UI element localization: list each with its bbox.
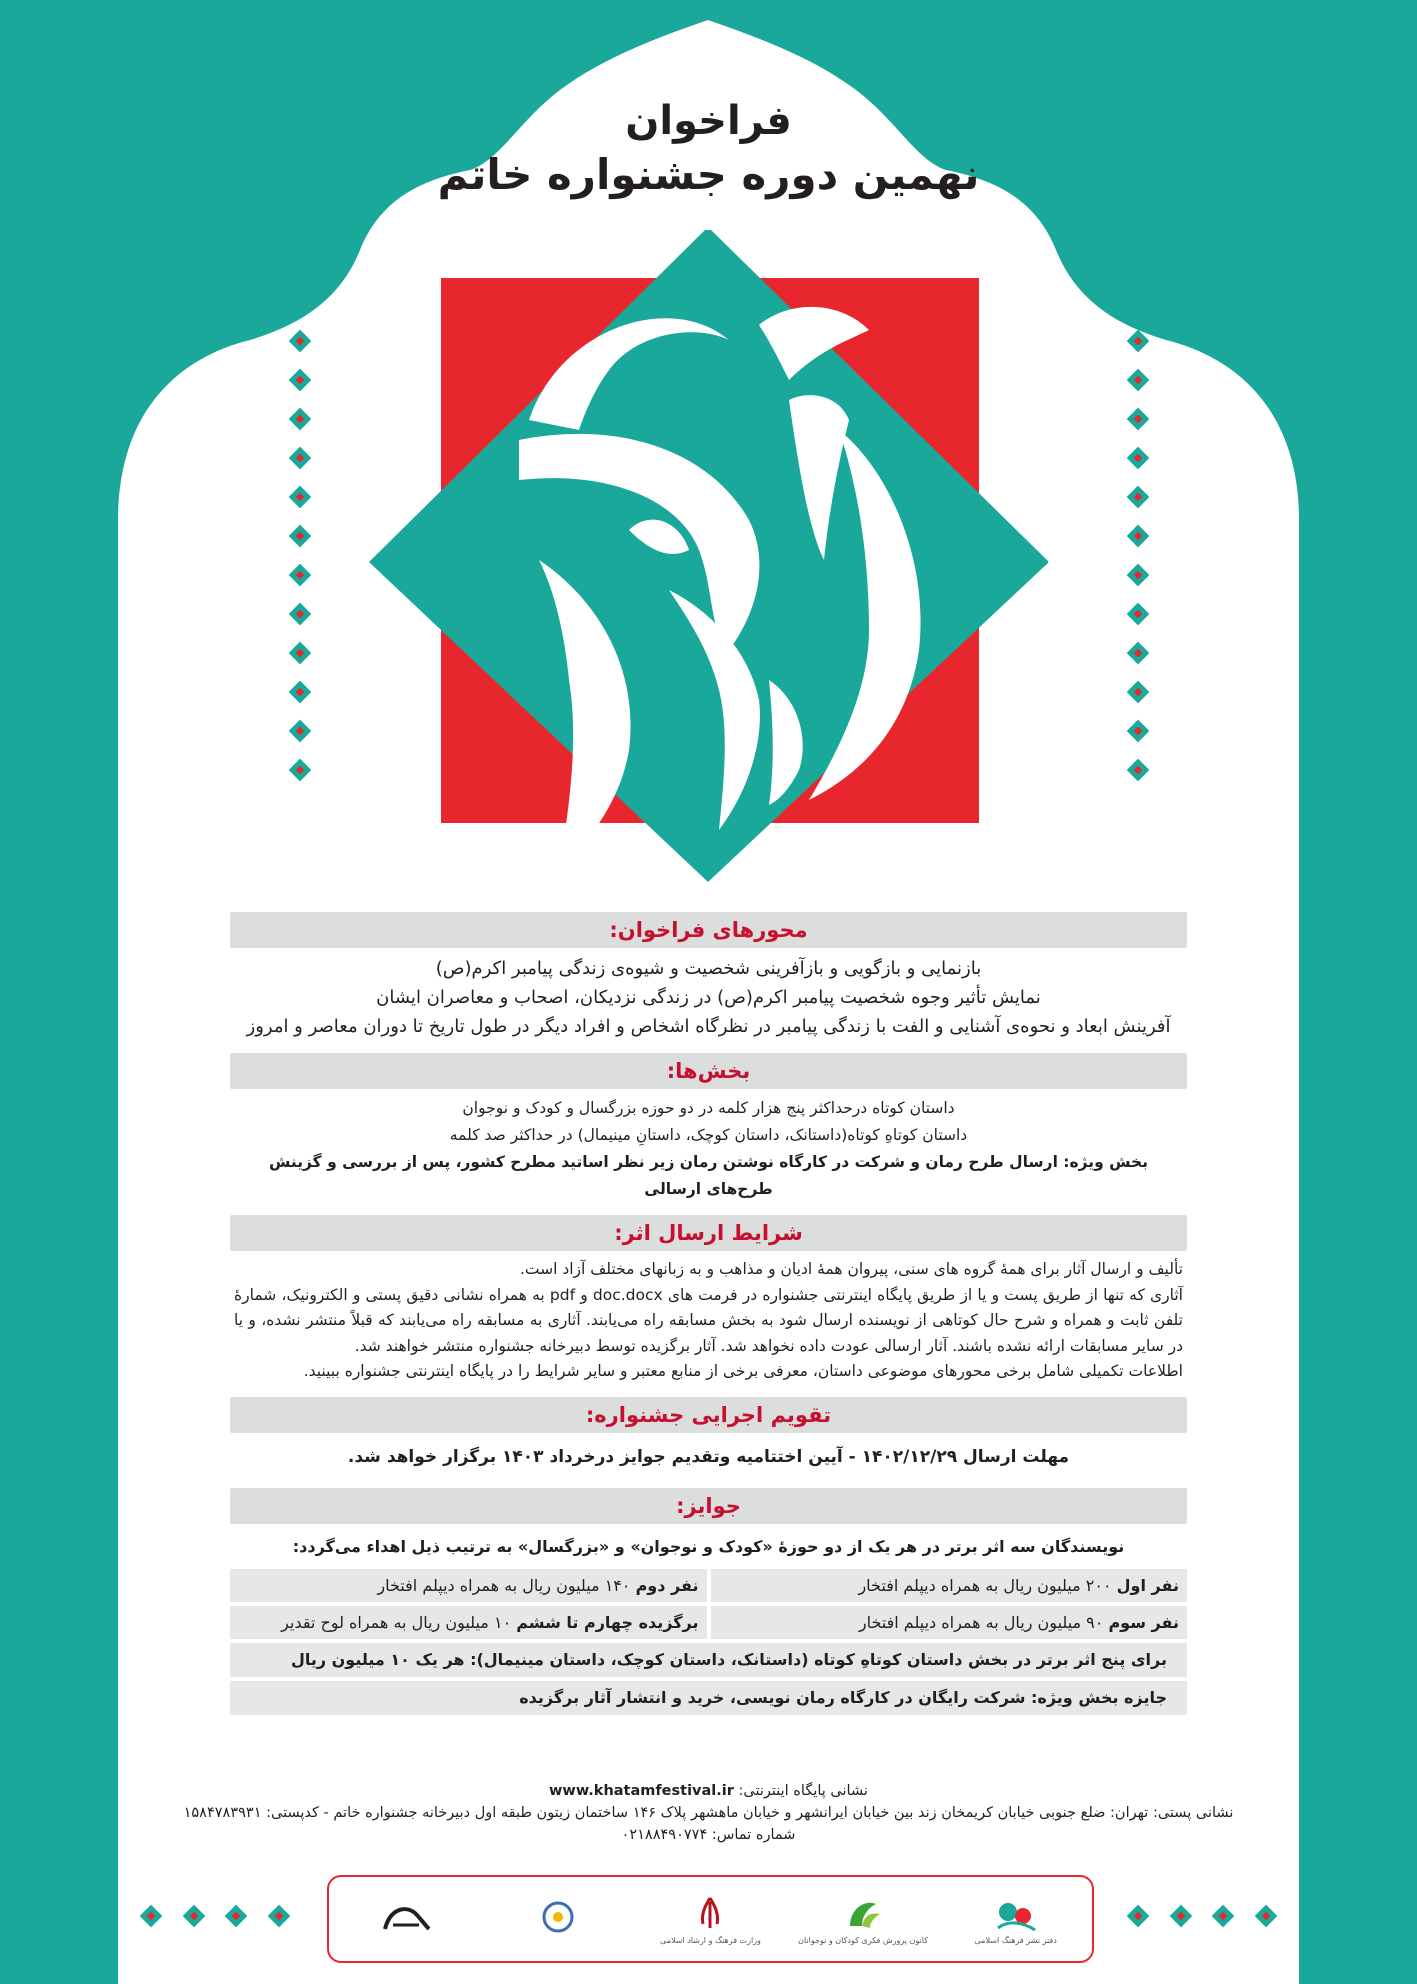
diamond-ornament-icon	[289, 330, 311, 352]
conditions-paragraph: آثاری که تنها از طریق پست و یا از طریق پایگاه اینترنتی جشنواره در فرمت های doc.docx و pdf به همراه نشانی دقیق پستی و الکترونیک، شمارهٔ تلفن ثابت و همراه و شرح حال کوتاهی از نویسنده ارسال شود به بخش مسابقه راه می‌یابند. آثاری به مسابقه راه می‌یابند که قبلاً منتشر نشده، و یا در سایر مسابقات ارائه نشده باشند. آثار ارسالی عودت داده نخواهد شد. آثار برگزیده توسط دبیرخانه جشنواره منتشر خواهند شد.	[234, 1285, 1183, 1355]
prize-text: ۱۴۰ میلیون ریال به همراه دیپلم افتخار	[377, 1575, 631, 1595]
prize-label: برگزیده چهارم تا ششم	[516, 1612, 699, 1632]
prize-third	[711, 1606, 1188, 1639]
prize-special: جایزه بخش ویژه: شرکت رایگان در کارگاه رمان نویسی، خرید و انتشار آثار برگزیده	[230, 1681, 1187, 1715]
diamond-ornament-icon	[289, 369, 311, 391]
schedule-text: مهلت ارسال ۱۴۰۲/۱۲/۲۹ - آیین اختتامیه وتقدیم جوایز درخرداد ۱۴۰۳ برگزار خواهد شد.	[347, 1446, 1070, 1467]
postal-address: نشانی پستی: تهران: ضلع جنوبی خیابان کریمخان زند بین خیابان ایرانشهر و خیابان ماهشهر پلاک ۱۴۶ ساختمان زیتون طبقه اول دبیرخانه جشنواره خاتم - کدپستی: ۱۵۸۴۷۸۳۹۳۱	[183, 1805, 1234, 1821]
diamond-ornament-icon	[289, 603, 311, 625]
conditions-line-1: تألیف و ارسال آثار برای همهٔ گروه های سنی، پیروان همهٔ ادیان و مذاهب و به زبانهای مختلف آزاد است.	[519, 1260, 1183, 1278]
prize-label: نفر اول	[1116, 1575, 1179, 1595]
parts-item: داستان کوتاه درحداکثر پنج هزار کلمه در دو حوزه بزرگسال و کودک و نوجوان	[462, 1099, 955, 1117]
section-title-prizes: جوایز:	[230, 1488, 1187, 1524]
prize-label: نفر دوم	[635, 1575, 699, 1595]
prize-label: نفر سوم	[1108, 1612, 1179, 1632]
right-ornament-column	[1118, 330, 1158, 798]
right-bottom-ornaments	[1127, 1905, 1277, 1927]
diamond-ornament-icon	[289, 408, 311, 430]
conditions-body	[230, 1251, 1187, 1393]
section-title-axes: محورهای فراخوان:	[230, 912, 1187, 948]
section-title-conditions: شرایط ارسال اثر:	[230, 1215, 1187, 1251]
iran-emblem-icon	[687, 1894, 733, 1934]
prize-fourth-to-sixth	[230, 1606, 707, 1639]
diamond-ornament-icon	[1127, 1905, 1149, 1927]
phone-number: شماره تماس: ۰۲۱۸۸۴۹۰۷۷۴	[621, 1827, 796, 1843]
sponsor-name: دفتر نشر فرهنگ اسلامی	[974, 1935, 1057, 1945]
conditions-line-last: اطلاعات تکمیلی شامل برخی محورهای موضوعی داستان، معرفی برخی از منابع معتبر و سایر شرایط را در پایگاه اینترنتی جشنواره ببینید.	[303, 1362, 1183, 1380]
diamond-ornament-icon	[289, 525, 311, 547]
diamond-ornament-icon	[289, 564, 311, 586]
prize-text: ۲۰۰ میلیون ریال به همراه دیپلم افتخار	[858, 1575, 1112, 1595]
website-line	[118, 1780, 1299, 1802]
prize-grid	[230, 1569, 1187, 1639]
diamond-ornament-icon	[225, 1905, 247, 1927]
sponsor-name: وزارت فرهنگ و ارشاد اسلامی	[660, 1935, 761, 1945]
diamond-ornament-icon	[289, 681, 311, 703]
diamond-ornament-icon	[1127, 408, 1149, 430]
title-line-1: فراخوان	[625, 98, 792, 144]
sponsor-logo	[503, 1888, 613, 1950]
axes-body	[230, 948, 1187, 1049]
khatam-logo	[369, 230, 1048, 890]
prizes-intro: نویسندگان سه اثر برتر در هر یک از دو حوزهٔ «کودک و نوجوان» و «بزرگسال» به ترتیب ذیل اهداء می‌گردد:	[292, 1536, 1125, 1556]
parts-body	[230, 1089, 1187, 1211]
diamond-ornament-icon	[289, 486, 311, 508]
diamond-ornament-icon	[1255, 1905, 1277, 1927]
blue-star-logo-icon	[535, 1899, 581, 1939]
footer	[118, 1780, 1299, 1846]
content-area	[230, 908, 1187, 1715]
axes-item: نمایش تأثیر وجوه شخصیت پیامبر اکرم(ص) در زندگی نزدیکان، اصحاب و معاصران ایشان	[376, 987, 1041, 1008]
diamond-ornament-icon	[1127, 564, 1149, 586]
diamond-ornament-icon	[183, 1905, 205, 1927]
parts-item: داستان کوتاهِ کوتاه(داستانک، داستان کوچک، داستانِ مینیمال) در حداکثر صد کلمه	[449, 1126, 968, 1144]
prize-second	[230, 1569, 707, 1602]
diamond-ornament-icon	[1127, 720, 1149, 742]
sponsor-logo	[655, 1888, 765, 1950]
diamond-ornament-icon	[1127, 759, 1149, 781]
diamond-ornament-icon	[140, 1905, 162, 1927]
diamond-ornament-icon	[289, 642, 311, 664]
diamond-ornament-icon	[1127, 330, 1149, 352]
sponsor-logo	[961, 1888, 1071, 1950]
sponsor-name: کانون پرورش فکری کودکان و نوجوانان	[798, 1935, 929, 1945]
diamond-ornament-icon	[1127, 486, 1149, 508]
left-ornament-column	[280, 330, 320, 798]
diamond-ornament-icon	[289, 720, 311, 742]
diamond-ornament-icon	[1127, 681, 1149, 703]
diamond-ornament-icon	[268, 1905, 290, 1927]
sponsor-logo	[350, 1888, 460, 1950]
diamond-ornament-icon	[289, 759, 311, 781]
section-title-schedule: تقویم اجرایی جشنواره:	[230, 1397, 1187, 1433]
axes-item: آفرینش ابعاد و نحوه‌ی آشنایی و الفت با زندگی پیامبر در نظرگاه اشخاص و افراد دیگر در طول تاریخ تا دوران معاصر و امروز	[246, 1016, 1171, 1037]
sponsor-logo	[798, 1888, 929, 1950]
sponsor-logos	[327, 1875, 1094, 1963]
diamond-ornament-icon	[289, 447, 311, 469]
website-link[interactable]: www.khatamfestival.ir	[549, 1783, 734, 1799]
dnfi-logo-icon	[993, 1894, 1039, 1934]
diamond-ornament-icon	[1127, 447, 1149, 469]
parts-special: بخش ویژه: ارسال طرح رمان و شرکت در کارگاه نوشتن رمان زیر نظر اساتید مطرح کشور، پس از بررسی و گزینش طرح‌های ارسالی	[268, 1153, 1149, 1198]
diamond-ornament-icon	[1212, 1905, 1234, 1927]
title-line-2: نهمین دوره جشنواره خاتم	[437, 150, 980, 199]
prize-text: ۱۰ میلیون ریال به همراه لوح تقدیر	[281, 1612, 512, 1632]
calligraphy-logo-icon	[375, 1899, 435, 1939]
kanoon-logo-icon	[840, 1894, 886, 1934]
title-block	[0, 95, 1417, 203]
left-bottom-ornaments	[140, 1905, 290, 1927]
diamond-ornament-icon	[1127, 369, 1149, 391]
diamond-ornament-icon	[1170, 1905, 1192, 1927]
website-label: نشانی پایگاه اینترنتی:	[738, 1783, 868, 1799]
section-title-parts: بخش‌ها:	[230, 1053, 1187, 1089]
diamond-ornament-icon	[1127, 642, 1149, 664]
prize-short-story: برای پنج اثر برتر در بخش داستان کوتاهِ کوتاه (داستانک، داستان کوچک، داستان مینیمال): هر یک ۱۰ میلیون ریال	[230, 1643, 1187, 1677]
axes-item: بازنمایی و بازگویی و بازآفرینی شخصیت و شیوه‌ی زندگی پیامبر اکرم(ص)	[435, 958, 982, 979]
diamond-ornament-icon	[1127, 525, 1149, 547]
prize-text: ۹۰ میلیون ریال به همراه دیپلم افتخار	[858, 1612, 1104, 1632]
diamond-ornament-icon	[1127, 603, 1149, 625]
prize-first	[711, 1569, 1188, 1602]
